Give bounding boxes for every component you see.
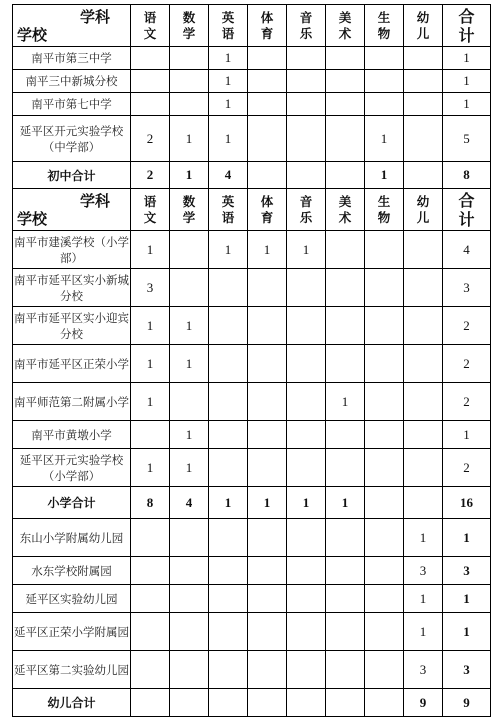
subject-header-cell xyxy=(170,5,209,47)
subject-header-cell xyxy=(404,189,443,231)
subject-header-cell xyxy=(131,189,170,231)
table-row xyxy=(13,47,491,70)
school-name-cell: 延平区开元实验学校（中学部） xyxy=(13,116,131,162)
school-name-cell: 南平师范第二附属小学 xyxy=(13,383,131,421)
school-header-label: 学校 xyxy=(17,26,48,44)
summary-value-cell: 4 xyxy=(170,487,209,519)
value-cell xyxy=(209,307,248,345)
value-cell xyxy=(287,613,326,651)
subject-header-char: 幼 xyxy=(416,193,430,209)
value-cell xyxy=(365,307,404,345)
value-cell: 1 xyxy=(131,383,170,421)
table-row xyxy=(13,519,491,557)
summary-value-cell xyxy=(287,689,326,717)
school-name-cell: 延平区正荣小学附属园 xyxy=(13,613,131,651)
subject-header-cell xyxy=(365,5,404,47)
value-cell: 2 xyxy=(131,116,170,162)
row-total-cell: 1 xyxy=(443,93,491,116)
value-cell xyxy=(365,345,404,383)
value-cell: 1 xyxy=(131,449,170,487)
value-cell: 1 xyxy=(131,231,170,269)
value-cell: 1 xyxy=(170,307,209,345)
summary-value-cell: 9 xyxy=(404,689,443,717)
value-cell xyxy=(326,70,365,93)
summary-total-cell: 8 xyxy=(443,162,491,189)
value-cell xyxy=(131,557,170,585)
summary-value-cell: 8 xyxy=(131,487,170,519)
table-row xyxy=(13,449,491,487)
value-cell xyxy=(287,421,326,449)
value-cell: 1 xyxy=(287,231,326,269)
subject-header-char: 语 xyxy=(221,25,235,41)
value-cell: 1 xyxy=(326,383,365,421)
summary-label-cell: 幼儿合计 xyxy=(13,689,131,717)
school-name-cell: 南平市第三中学 xyxy=(13,47,131,70)
school-name-cell: 南平市延平区正荣小学 xyxy=(13,345,131,383)
subject-header-char: 数 xyxy=(182,9,196,25)
subject-header-char: 文 xyxy=(143,209,157,225)
subject-header-char: 儿 xyxy=(416,25,430,41)
row-total-cell: 2 xyxy=(443,307,491,345)
row-total-cell: 1 xyxy=(443,47,491,70)
summary-label-cell: 小学合计 xyxy=(13,487,131,519)
value-cell: 1 xyxy=(365,116,404,162)
subject-header-char: 乐 xyxy=(299,209,313,225)
value-cell xyxy=(404,345,443,383)
summary-value-cell xyxy=(326,689,365,717)
row-total-cell: 2 xyxy=(443,383,491,421)
school-name-cell: 南平市延平区实小迎宾分校 xyxy=(13,307,131,345)
value-cell xyxy=(404,70,443,93)
value-cell xyxy=(248,345,287,383)
value-cell xyxy=(170,613,209,651)
table-row xyxy=(13,116,491,162)
value-cell xyxy=(326,557,365,585)
summary-value-cell xyxy=(287,162,326,189)
value-cell xyxy=(248,70,287,93)
value-cell xyxy=(170,519,209,557)
value-cell xyxy=(326,585,365,613)
value-cell xyxy=(131,519,170,557)
header-corner-cell xyxy=(13,189,131,231)
row-total-cell: 1 xyxy=(443,519,491,557)
value-cell xyxy=(326,449,365,487)
value-cell xyxy=(365,47,404,70)
subject-header-char: 语 xyxy=(143,9,157,25)
value-cell xyxy=(170,93,209,116)
value-cell: 1 xyxy=(131,307,170,345)
value-cell xyxy=(404,231,443,269)
value-cell xyxy=(209,449,248,487)
value-cell: 3 xyxy=(131,269,170,307)
school-name-cell: 南平市延平区实小新城分校 xyxy=(13,269,131,307)
value-cell: 1 xyxy=(209,70,248,93)
value-cell: 1 xyxy=(209,116,248,162)
table-row xyxy=(13,345,491,383)
value-cell xyxy=(209,345,248,383)
subject-header-char: 物 xyxy=(377,209,391,225)
value-cell xyxy=(404,307,443,345)
value-cell xyxy=(365,613,404,651)
subject-header-char: 英 xyxy=(221,9,235,25)
table-row xyxy=(13,93,491,116)
value-cell xyxy=(326,307,365,345)
value-cell xyxy=(248,585,287,613)
value-cell xyxy=(248,383,287,421)
subject-header-label: 学科 xyxy=(79,192,110,210)
value-cell xyxy=(248,449,287,487)
subject-header-cell xyxy=(170,189,209,231)
value-cell xyxy=(326,345,365,383)
subject-header-char: 合 xyxy=(458,190,475,210)
table-row xyxy=(13,613,491,651)
summary-value-cell xyxy=(209,689,248,717)
subject-header-char: 物 xyxy=(377,25,391,41)
value-cell xyxy=(131,651,170,689)
row-total-cell: 1 xyxy=(443,70,491,93)
value-cell: 1 xyxy=(170,421,209,449)
subject-header-char: 儿 xyxy=(416,209,430,225)
value-cell xyxy=(365,70,404,93)
value-cell xyxy=(326,231,365,269)
value-cell xyxy=(365,585,404,613)
value-cell xyxy=(248,116,287,162)
value-cell: 1 xyxy=(170,116,209,162)
value-cell xyxy=(287,307,326,345)
value-cell xyxy=(170,269,209,307)
value-cell xyxy=(287,269,326,307)
summary-value-cell: 1 xyxy=(326,487,365,519)
value-cell xyxy=(248,557,287,585)
table-row xyxy=(13,557,491,585)
summary-value-cell xyxy=(170,689,209,717)
value-cell: 1 xyxy=(209,93,248,116)
subject-header-char: 文 xyxy=(143,25,157,41)
value-cell xyxy=(404,421,443,449)
value-cell xyxy=(209,613,248,651)
value-cell xyxy=(326,269,365,307)
subject-header-cell xyxy=(326,189,365,231)
subject-header-label: 学科 xyxy=(79,8,110,26)
summary-value-cell: 1 xyxy=(248,487,287,519)
value-cell xyxy=(365,651,404,689)
value-cell xyxy=(404,269,443,307)
value-cell xyxy=(131,47,170,70)
value-cell xyxy=(404,47,443,70)
value-cell: 1 xyxy=(404,585,443,613)
value-cell xyxy=(326,47,365,70)
value-cell xyxy=(209,269,248,307)
row-total-cell: 3 xyxy=(443,651,491,689)
value-cell xyxy=(365,557,404,585)
subject-header-cell xyxy=(209,189,248,231)
subject-header-char: 育 xyxy=(260,209,274,225)
header-corner-cell xyxy=(13,5,131,47)
summary-total-cell: 9 xyxy=(443,689,491,717)
row-total-cell: 1 xyxy=(443,421,491,449)
table-body xyxy=(13,5,491,717)
value-cell xyxy=(209,585,248,613)
table-row xyxy=(13,585,491,613)
subject-header-char: 术 xyxy=(338,209,352,225)
value-cell xyxy=(326,519,365,557)
row-total-cell: 2 xyxy=(443,449,491,487)
subject-header-cell xyxy=(404,5,443,47)
value-cell xyxy=(131,613,170,651)
summary-value-cell xyxy=(326,162,365,189)
school-name-cell: 南平市第七中学 xyxy=(13,93,131,116)
value-cell xyxy=(287,70,326,93)
header-row xyxy=(13,5,491,47)
summary-value-cell: 4 xyxy=(209,162,248,189)
subject-header-char: 术 xyxy=(338,25,352,41)
value-cell xyxy=(365,519,404,557)
row-total-cell: 1 xyxy=(443,613,491,651)
subject-header-char: 育 xyxy=(260,25,274,41)
value-cell xyxy=(326,421,365,449)
value-cell xyxy=(326,613,365,651)
value-cell xyxy=(248,613,287,651)
value-cell xyxy=(287,93,326,116)
value-cell xyxy=(404,116,443,162)
value-cell xyxy=(248,47,287,70)
table-row xyxy=(13,307,491,345)
summary-total-cell: 16 xyxy=(443,487,491,519)
school-header-label: 学校 xyxy=(17,210,48,228)
summary-value-cell: 2 xyxy=(131,162,170,189)
value-cell xyxy=(209,557,248,585)
school-name-cell: 东山小学附属幼儿园 xyxy=(13,519,131,557)
subject-header-cell xyxy=(443,189,491,231)
summary-value-cell xyxy=(131,689,170,717)
value-cell xyxy=(287,449,326,487)
subject-header-char: 生 xyxy=(377,9,391,25)
value-cell: 1 xyxy=(209,47,248,70)
summary-value-cell: 1 xyxy=(170,162,209,189)
summary-value-cell xyxy=(248,162,287,189)
value-cell: 1 xyxy=(248,231,287,269)
value-cell xyxy=(209,651,248,689)
value-cell xyxy=(209,519,248,557)
value-cell xyxy=(287,383,326,421)
row-total-cell: 2 xyxy=(443,345,491,383)
subject-header-char: 学 xyxy=(182,209,196,225)
subject-header-char: 语 xyxy=(143,193,157,209)
value-cell xyxy=(287,116,326,162)
value-cell xyxy=(170,383,209,421)
value-cell xyxy=(365,449,404,487)
row-total-cell: 4 xyxy=(443,231,491,269)
subject-header-char: 语 xyxy=(221,209,235,225)
value-cell xyxy=(170,231,209,269)
value-cell xyxy=(326,93,365,116)
value-cell: 1 xyxy=(170,345,209,383)
value-cell: 1 xyxy=(404,613,443,651)
subject-header-char: 音 xyxy=(299,9,313,25)
subject-header-char: 英 xyxy=(221,193,235,209)
value-cell xyxy=(365,231,404,269)
value-cell: 3 xyxy=(404,557,443,585)
subject-header-cell xyxy=(443,5,491,47)
value-cell xyxy=(287,345,326,383)
school-name-cell: 南平三中新城分校 xyxy=(13,70,131,93)
row-total-cell: 5 xyxy=(443,116,491,162)
value-cell: 1 xyxy=(404,519,443,557)
subject-header-char: 体 xyxy=(260,9,274,25)
subject-header-char: 体 xyxy=(260,193,274,209)
subject-header-cell xyxy=(131,5,170,47)
summary-value-cell xyxy=(365,689,404,717)
value-cell xyxy=(287,585,326,613)
value-cell xyxy=(404,449,443,487)
table-row xyxy=(13,269,491,307)
value-cell xyxy=(326,116,365,162)
subject-header-char: 计 xyxy=(458,25,475,45)
school-name-cell: 南平市建溪学校（小学部） xyxy=(13,231,131,269)
value-cell xyxy=(170,70,209,93)
value-cell xyxy=(248,421,287,449)
value-cell: 1 xyxy=(131,345,170,383)
subject-header-cell xyxy=(365,189,404,231)
value-cell: 1 xyxy=(170,449,209,487)
subject-header-cell xyxy=(248,189,287,231)
summary-row xyxy=(13,689,491,717)
summary-value-cell: 1 xyxy=(287,487,326,519)
value-cell xyxy=(209,383,248,421)
subject-header-cell xyxy=(248,5,287,47)
value-cell xyxy=(248,93,287,116)
table-row xyxy=(13,383,491,421)
subject-header-cell xyxy=(287,189,326,231)
value-cell xyxy=(287,47,326,70)
value-cell xyxy=(170,585,209,613)
value-cell xyxy=(365,383,404,421)
subject-header-char: 数 xyxy=(182,193,196,209)
summary-row xyxy=(13,162,491,189)
value-cell xyxy=(170,557,209,585)
summary-value-cell xyxy=(404,487,443,519)
summary-label-cell: 初中合计 xyxy=(13,162,131,189)
subject-header-char: 美 xyxy=(338,193,352,209)
summary-value-cell: 1 xyxy=(365,162,404,189)
school-name-cell: 南平市黄墩小学 xyxy=(13,421,131,449)
table-row xyxy=(13,421,491,449)
subject-header-cell xyxy=(209,5,248,47)
subject-header-cell xyxy=(326,5,365,47)
subject-header-char: 学 xyxy=(182,25,196,41)
value-cell xyxy=(131,93,170,116)
summary-value-cell xyxy=(248,689,287,717)
row-total-cell: 3 xyxy=(443,269,491,307)
subject-header-char: 乐 xyxy=(299,25,313,41)
value-cell xyxy=(326,651,365,689)
summary-value-cell xyxy=(404,162,443,189)
subject-header-cell xyxy=(287,5,326,47)
value-cell xyxy=(131,421,170,449)
value-cell xyxy=(248,651,287,689)
value-cell xyxy=(131,585,170,613)
value-cell xyxy=(170,651,209,689)
subject-header-char: 音 xyxy=(299,193,313,209)
summary-row xyxy=(13,487,491,519)
value-cell: 3 xyxy=(404,651,443,689)
subject-header-char: 计 xyxy=(458,209,475,229)
subject-header-char: 合 xyxy=(458,6,475,26)
subject-header-char: 幼 xyxy=(416,9,430,25)
value-cell xyxy=(248,307,287,345)
value-cell xyxy=(248,519,287,557)
header-row xyxy=(13,189,491,231)
value-cell xyxy=(248,269,287,307)
school-name-cell: 延平区实验幼儿园 xyxy=(13,585,131,613)
subject-header-char: 美 xyxy=(338,9,352,25)
value-cell xyxy=(209,421,248,449)
value-cell xyxy=(365,421,404,449)
value-cell xyxy=(287,651,326,689)
table-row xyxy=(13,651,491,689)
row-total-cell: 1 xyxy=(443,585,491,613)
staffing-table xyxy=(12,4,491,717)
value-cell xyxy=(404,93,443,116)
value-cell xyxy=(365,269,404,307)
value-cell: 1 xyxy=(209,231,248,269)
summary-value-cell: 1 xyxy=(209,487,248,519)
school-name-cell: 延平区开元实验学校（小学部） xyxy=(13,449,131,487)
value-cell xyxy=(131,70,170,93)
table-row xyxy=(13,70,491,93)
summary-value-cell xyxy=(365,487,404,519)
school-name-cell: 水东学校附属园 xyxy=(13,557,131,585)
table-row xyxy=(13,231,491,269)
value-cell xyxy=(287,557,326,585)
school-name-cell: 延平区第二实验幼儿园 xyxy=(13,651,131,689)
row-total-cell: 3 xyxy=(443,557,491,585)
subject-header-char: 生 xyxy=(377,193,391,209)
value-cell xyxy=(170,47,209,70)
value-cell xyxy=(365,93,404,116)
value-cell xyxy=(287,519,326,557)
value-cell xyxy=(404,383,443,421)
